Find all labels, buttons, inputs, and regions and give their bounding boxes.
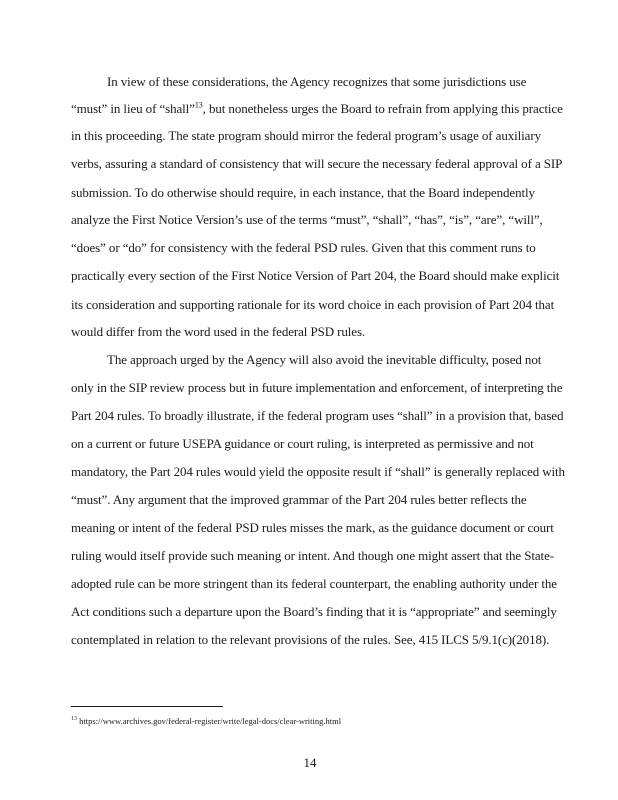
paragraph-1-line-2-end: , but nonetheless urges the Board to refrain from applying this practice [202, 101, 563, 116]
paragraph-1-line-5: submission. To do otherwise should require, in each instance, that the Board independently [71, 185, 535, 200]
paragraph-1-line-3: in this proceeding. The state program should mirror the federal program’s usage of auxiliary [71, 128, 541, 143]
paragraph-2-line-7: meaning or intent of the federal PSD rules misses the mark, as the guidance document or court [71, 520, 554, 535]
paragraph-2-line-11: contemplated in relation to the relevant provisions of the rules. See, 415 ILCS 5/9.1(c)(2018). [71, 632, 550, 647]
paragraph-1-line-2-start: “must” in lieu of “shall” [71, 101, 195, 116]
paragraph-1-line-2 [71, 101, 563, 117]
paragraph-2-line-4: on a current or future USEPA guidance or court ruling, is interpreted as permissive and not [71, 436, 534, 451]
paragraph-2-line-5: mandatory, the Part 204 rules would yield the opposite result if “shall” is generally replaced with [71, 464, 565, 479]
footnote-reference: 13 [194, 100, 203, 110]
footnote [71, 716, 341, 727]
paragraph-1-line-8: practically every section of the First Notice Version of Part 204, the Board should make explicit [71, 268, 560, 283]
paragraph-1-line-1: In view of these considerations, the Agency recognizes that some jurisdictions use [107, 74, 527, 89]
paragraph-2-line-3: Part 204 rules. To broadly illustrate, if the federal program uses “shall” in a provision that, based [71, 408, 564, 423]
paragraph-1-line-4: verbs, assuring a standard of consistency that will secure the necessary federal approval of a SIP [71, 156, 563, 171]
paragraph-2-line-8: ruling would itself provide such meaning or intent. And though one might assert that the State- [71, 548, 554, 563]
paragraph-1-line-10: would differ from the word used in the federal PSD rules. [71, 324, 366, 339]
paragraph-1-line-7: “does” or “do” for consistency with the federal PSD rules. Given that this comment runs to [71, 240, 536, 255]
paragraph-2-line-1: The approach urged by the Agency will also avoid the inevitable difficulty, posed not [107, 352, 542, 367]
footnote-mark: 13 [71, 716, 77, 723]
footnote-separator [71, 706, 223, 707]
footnote-text: https://www.archives.gov/federal-register/write/legal-docs/clear-writing.html [77, 716, 342, 726]
paragraph-2-line-2: only in the SIP review process but in future implementation and enforcement, of interpreting the [71, 380, 563, 395]
paragraph-2-line-10: Act conditions such a departure upon the Board’s finding that it is “appropriate” and seemingly [71, 604, 557, 619]
paragraph-1-line-6: analyze the First Notice Version’s use of the terms “must”, “shall”, “has”, “is”, “are”, “will”, [71, 212, 543, 227]
paragraph-1-line-9: its consideration and supporting rationale for its word choice in each provision of Part 204 that [71, 297, 555, 312]
page-number: 14 [303, 755, 317, 770]
paragraph-2-line-9: adopted rule can be more stringent than its federal counterpart, the enabling authority under the [71, 576, 557, 591]
paragraph-2-line-6: “must”. Any argument that the improved grammar of the Part 204 rules better reflects the [71, 492, 527, 507]
